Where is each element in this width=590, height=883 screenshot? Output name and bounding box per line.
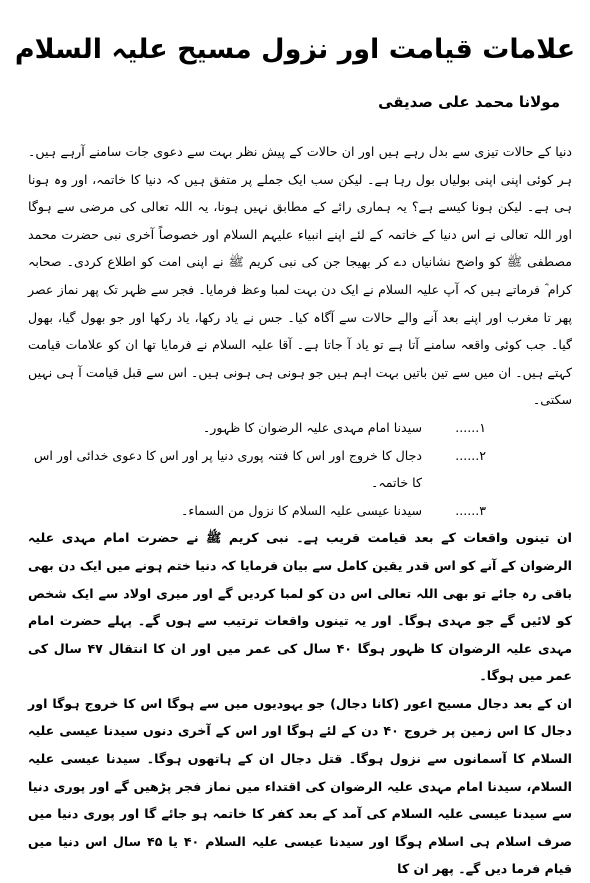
list-item <box>28 497 572 525</box>
list-item-number: ......۲ <box>455 447 486 463</box>
page-title: علامات قیامت اور نزول مسیح علیہ السلام <box>14 34 576 65</box>
list-item-text: سیدنا امام مہدی علیہ الرضوان کا ظہور۔ <box>202 419 422 435</box>
list-item-text: دجال کا خروج اور اس کا فتنہ پوری دنیا پر اور اس کا دعوی خدائی اور اس کا خاتمہ۔ <box>33 447 422 491</box>
article-body <box>28 138 572 883</box>
list-item-text: سیدنا عیسی علیہ السلام کا نزول من السماء۔ <box>181 502 422 518</box>
paragraph-mahdi: ان تینوں واقعات کے بعد قیامت قریب ہے۔ نبی کریم ﷺ نے حضرت امام مہدی علیہ الرضوان کے آنے کو اس قدر یقین کامل سے بیان فرمایا کہ دنیا ختم ہونے میں ایک دن بھی باقی رہ جائے تو بھی اللہ تعالی اس دن کو لمبا کردیں گے اور میری اولاد سے ایک شخص کو لائیں گے جو مہدی ہوگا۔ اور یہ تینوں واقعات ترتیب سے ہوں گے۔ پہلے حضرت امام مہدی علیہ الرضوان کا ظہور ہوگا ۴۰ سال کی عمر میں اور ان کا انتقال ۴۷ سال کی عمر میں ہوگا۔ <box>28 530 573 684</box>
list-item-number: ......۱ <box>455 419 486 435</box>
list-item <box>28 442 572 497</box>
list-item-number: ......۳ <box>455 502 486 518</box>
paragraph-intro: دنیا کے حالات تیزی سے بدل رہے ہیں اور ان حالات کے پیش نظر بہت سے دعوی جات سامنے آرہے ہیں۔ ہر کوئی اپنی اپنی بولیاں بول رہا ہے۔ لیکن سب ایک جملے پر متفق ہیں کہ دنیا کا خاتمہ، اور وہ ہونا ہی ہے۔ لیکن ہونا کیسے ہے؟ یہ ہماری رائے کے مطابق نہیں ہونا، یہ اللہ تعالی کی مرضی سے ہوگا اور اللہ تعالی نے اس دنیا کے خاتمہ کے لئے اپنے انبیاء علیہم السلام اور خصوصاً آخری نبی حضرت محمد مصطفی ﷺ کو واضح نشانیاں دے کر بھیجا جن کی نبی کریم ﷺ نے اپنی امت کو اطلاع کردی۔ صحابہ کرام ؓ فرماتے ہیں کہ آپ علیہ السلام نے ایک دن بہت لمبا وعظ فرمایا۔ فجر سے ظہر تک پھر نماز عصر پھر تا مغرب اور اپنے بعد آنے والے حالات سے آگاہ کیا۔ جس نے یاد رکھا، یاد رکھا اور جو بھول گیا، بھول گیا۔ جب کوئی واقعہ سامنے آتا ہے تو یاد آ جاتا ہے۔ آقا علیہ السلام نے فرمایا تھا ان کو علامات قیامت کہتے ہیں۔ ان میں سے تین باتیں بہت اہم ہیں جو ہونی ہی ہونی ہیں۔ اس سے قبل قیامت آ ہی نہیں سکتی۔ <box>28 144 572 408</box>
paragraph-dajjal: ان کے بعد دجال مسیح اعور (کانا دجال) جو یہودیوں میں سے ہوگا اس کا خروج ہوگا اور دجال کا اس زمین پر خروج ۴۰ دن کے لئے ہوگا اور اس کے آخری دنوں سیدنا عیسی علیہ السلام کا آسمانوں سے نزول ہوگا۔ قتل دجال ان کے ہاتھوں ہوگا۔ سیدنا عیسی علیہ السلام، سیدنا امام مہدی علیہ الرضوان کی اقتداء میں نماز فجر پڑھیں گے اور پوری دنیا سے سیدنا عیسی علیہ السلام کی آمد کے بعد کفر کا خاتمہ ہو جائے گا اور پوری دنیا میں صرف اسلام ہی اسلام ہوگا اور سیدنا عیسی علیہ السلام ۴۰ یا ۴۵ سال اس دنیا میں قیام فرما دیں گے۔ پھر ان کا <box>28 695 572 877</box>
list-item <box>28 414 572 442</box>
author-name: مولانا محمد علی صدیقی <box>378 93 560 111</box>
signs-list <box>28 414 572 524</box>
